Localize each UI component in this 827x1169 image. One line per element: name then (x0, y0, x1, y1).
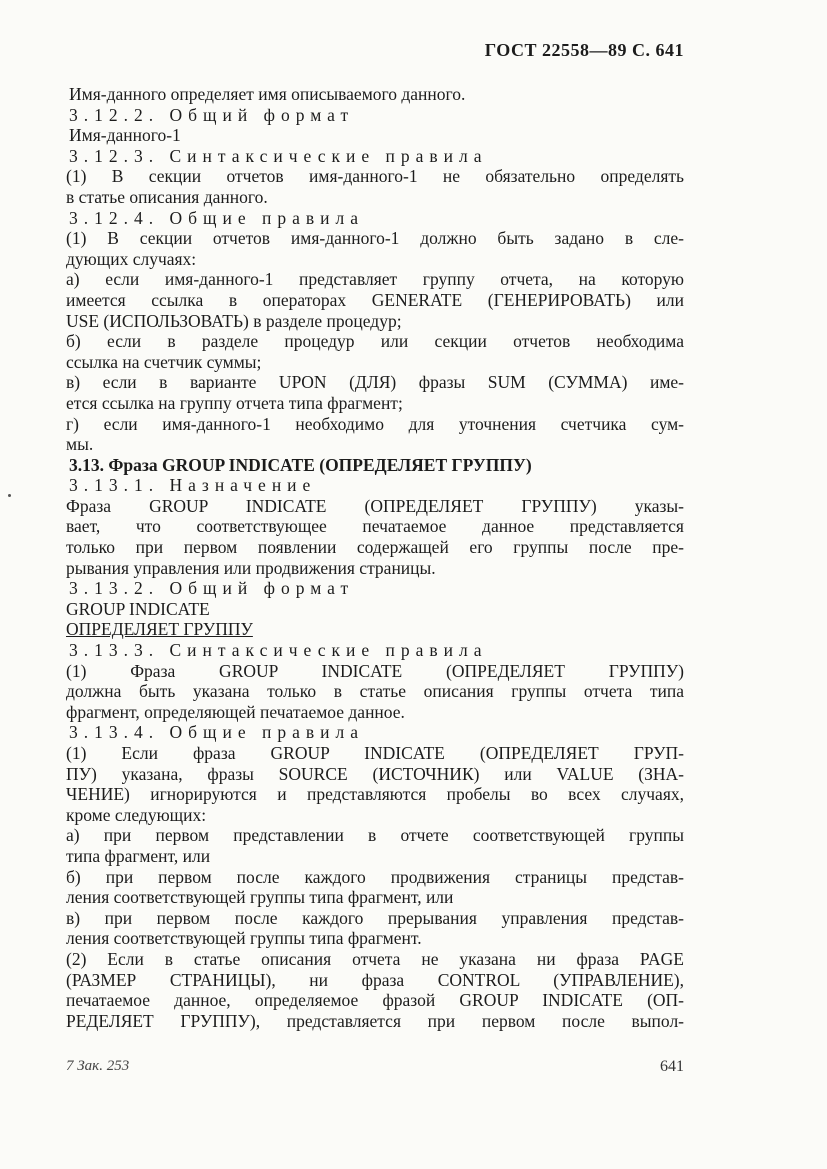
text-line: ления соответствующей группы типа фрагмент. (66, 928, 422, 949)
text-line: ления соответствующей группы типа фрагмент, или (66, 887, 454, 908)
footer-order-number: 7 Зак. 253 (66, 1058, 130, 1074)
document-page (66, 0, 684, 1169)
text-line: в статье описания данного. (66, 186, 268, 207)
text-line: 3.13.1. Назначение (69, 475, 317, 496)
text-line: (1) В секции отчетов имя-данного-1 должно быть задано в сле- (66, 228, 684, 249)
document-body (66, 84, 684, 1031)
text-line: ссылка на счетчик суммы; (66, 351, 262, 372)
text-line: б) если в разделе процедур или секции отчетов необходима (66, 331, 684, 352)
text-line: дующих случаях: (66, 248, 197, 269)
text-line: а) при первом представлении в отчете соответствующей группы (66, 825, 684, 846)
text-line: г) если имя-данного-1 необходимо для уточнения счетчика сум- (66, 413, 684, 434)
text-line: (1) Если фраза GROUP INDICATE (ОПРЕДЕЛЯЕТ ГРУП- (66, 743, 684, 763)
text-line: 3.13.4. Общие правила (69, 722, 365, 743)
text-line: (РАЗМЕР СТРАНИЦЫ), ни фраза CONTROL (УПРАВЛЕНИЕ), (66, 969, 684, 990)
text-line: в) если в варианте UPON (ДЛЯ) фразы SUM (СУММА) име- (66, 372, 684, 393)
text-line: имеется ссылка в операторах GENERATE (ГЕНЕРИРОВАТЬ) или (66, 289, 684, 310)
text-line: б) при первом после каждого продвижения страницы представ- (66, 866, 684, 887)
text-line: РЕДЕЛЯЕТ ГРУППУ), представляется при первом после выпол- (66, 1010, 684, 1031)
text-line: 3.13.3. Синтаксические правила (69, 640, 488, 661)
text-line: типа фрагмент, или (66, 845, 211, 866)
text-line: вает, что соответствующее печатаемое данное представляется (66, 516, 684, 537)
text-line: (1) Фраза GROUP INDICATE (ОПРЕДЕЛЯЕТ ГРУППУ) (66, 660, 684, 681)
text-line: 3.13.2. Общий формат (69, 578, 355, 599)
scan-speck (8, 494, 11, 497)
text-line: (2) Если в статье описания отчета не указана ни фраза PAGE (66, 948, 684, 969)
text-line: Фраза GROUP INDICATE (ОПРЕДЕЛЯЕТ ГРУППУ) указы- (66, 495, 684, 516)
text-line: ЧЕНИЕ) игнорируются и представляются пробелы во всех случаях, (66, 784, 684, 805)
text-line: должна быть указана только в статье описания группы отчета типа (66, 681, 684, 702)
text-line: GROUP INDICATE (66, 598, 210, 619)
text-line: USE (ИСПОЛЬЗОВАТЬ) в разделе процедур; (66, 310, 402, 331)
text-line: 3.13. Фраза GROUP INDICATE (ОПРЕДЕЛЯЕТ ГРУППУ) (69, 454, 532, 475)
text-line: рывания управления или продвижения страницы. (66, 557, 436, 578)
text-line: ется ссылка на группу отчета типа фрагмент; (66, 392, 403, 413)
page-header: ГОСТ 22558—89 С. 641 (484, 40, 684, 60)
text-line: только при первом появлении содержащей его группы после пре- (66, 537, 684, 558)
text-line: 3.12.3. Синтаксические правила (69, 145, 488, 166)
text-line: ОПРЕДЕЛЯЕТ ГРУППУ (66, 619, 253, 640)
text-line: (1) В секции отчетов имя-данного-1 не обязательно определять (66, 166, 684, 187)
text-line: Имя-данного определяет имя описываемого данного. (69, 84, 466, 104)
text-line: 3.12.4. Общие правила (69, 207, 365, 228)
text-line: фрагмент, определяющей печатаемое данное. (66, 701, 405, 722)
text-line: Имя-данного-1 (69, 125, 181, 146)
text-line: печатаемое данное, определяемое фразой GROUP INDICATE (ОП- (66, 990, 684, 1011)
text-line: кроме следующих: (66, 804, 207, 825)
footer-page-number: 641 (660, 1058, 684, 1075)
text-line: 3.12.2. Общий формат (69, 104, 355, 125)
text-line: ПУ) указана, фразы SOURCE (ИСТОЧНИК) или VALUE (ЗНА- (66, 763, 684, 784)
text-line: мы. (66, 434, 94, 455)
text-line: в) при первом после каждого прерывания управления представ- (66, 907, 684, 928)
text-line: а) если имя-данного-1 представляет группу отчета, на которую (66, 269, 684, 290)
